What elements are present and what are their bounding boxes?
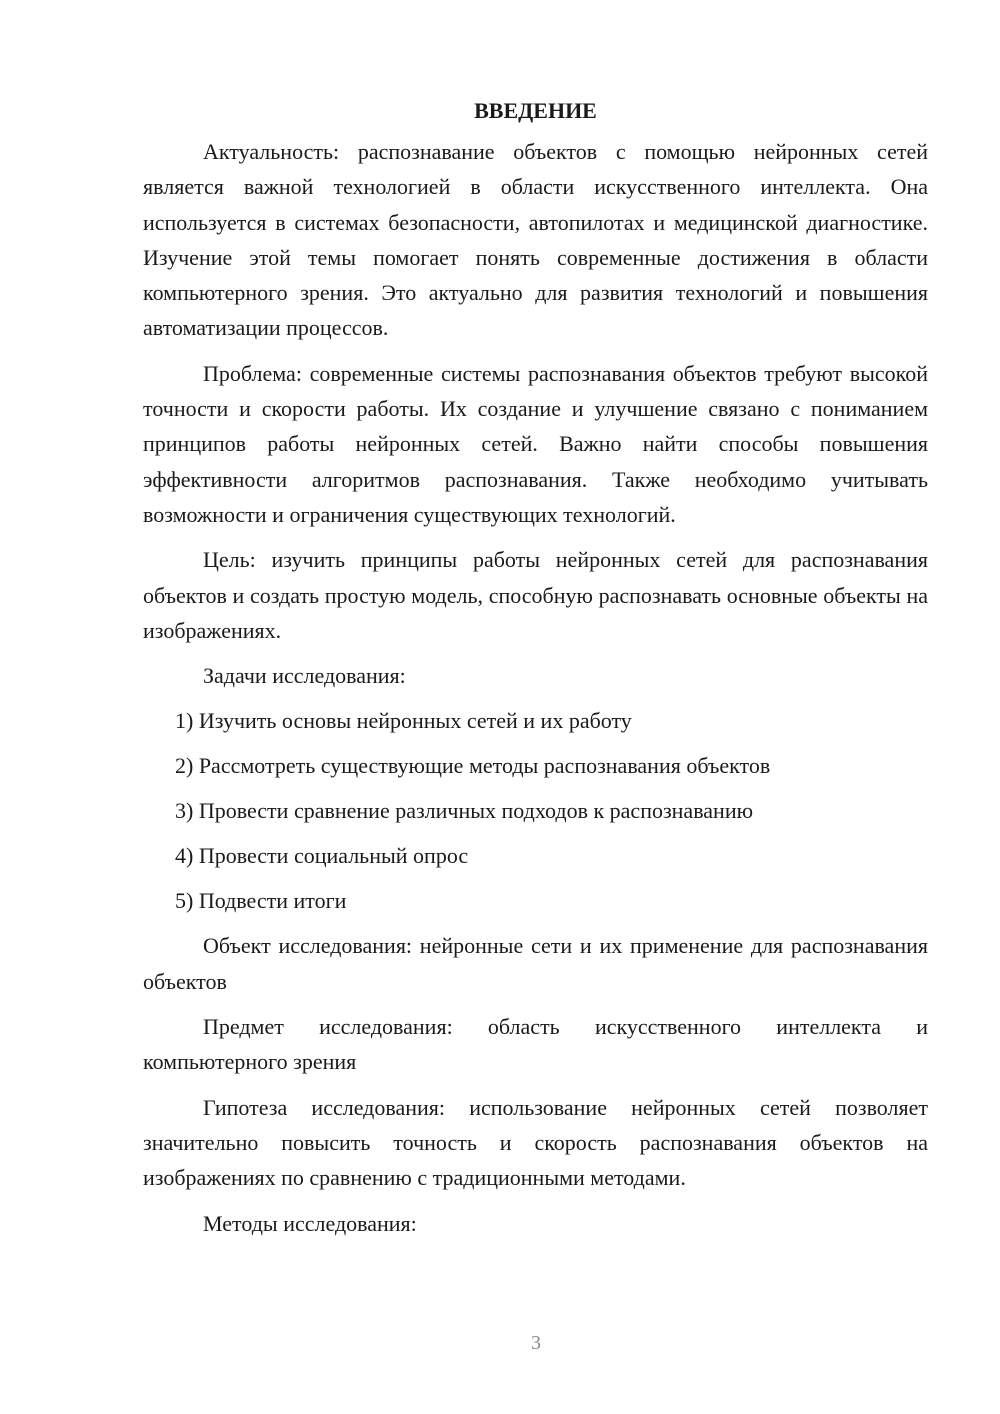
paragraph-relevance: Актуальность: распознавание объектов с помощью нейронных сетей является важной технологией в области искусственного интеллекта. Она используется в системах безопасности, автопилотах и медицинской диагностике. Изучение этой темы помогает понять современные достижения в области компьютерного зрения. Это актуально для развития технологий и повышения автоматизации процессов. — [143, 139, 928, 341]
task-item-2: 2) Рассмотреть существующие методы распознавания объектов — [175, 753, 771, 779]
paragraph-subject: Предмет исследования: область искусственного интеллекта и компьютерного зрения — [143, 1014, 928, 1075]
page-number: 3 — [531, 1332, 541, 1354]
paragraph-methods-heading: Методы исследования: — [203, 1210, 417, 1236]
page-content — [143, 93, 928, 1251]
paragraph-object: Объект исследования: нейронные сети и их применение для распознавания объектов — [143, 933, 928, 994]
task-item-4: 4) Провести социальный опрос — [175, 843, 469, 869]
paragraph-goal: Цель: изучить принципы работы нейронных сетей для распознавания объектов и создать простую модель, способную распознавать основные объекты на изображениях. — [143, 547, 928, 643]
tasks-list — [143, 703, 928, 918]
task-item-5: 5) Подвести итоги — [175, 888, 347, 914]
task-item-3: 3) Провести сравнение различных подходов к распознаванию — [175, 798, 754, 824]
section-title: ВВЕДЕНИЕ — [474, 98, 597, 123]
task-item-1: 1) Изучить основы нейронных сетей и их работу — [175, 708, 632, 734]
paragraph-tasks-heading: Задачи исследования: — [203, 663, 406, 689]
paragraph-problem: Проблема: современные системы распознавания объектов требуют высокой точности и скорости работы. Их создание и улучшение связано с пониманием принципов работы нейронных сетей. Важно найти способы повышения эффективности алгоритмов распознавания. Также необходимо учитывать возможности и ограничения существующих технологий. — [143, 360, 928, 527]
paragraph-hypothesis: Гипотеза исследования: использование нейронных сетей позволяет значительно повысить точность и скорость распознавания объектов на изображениях по сравнению с традиционными методами. — [143, 1094, 928, 1191]
